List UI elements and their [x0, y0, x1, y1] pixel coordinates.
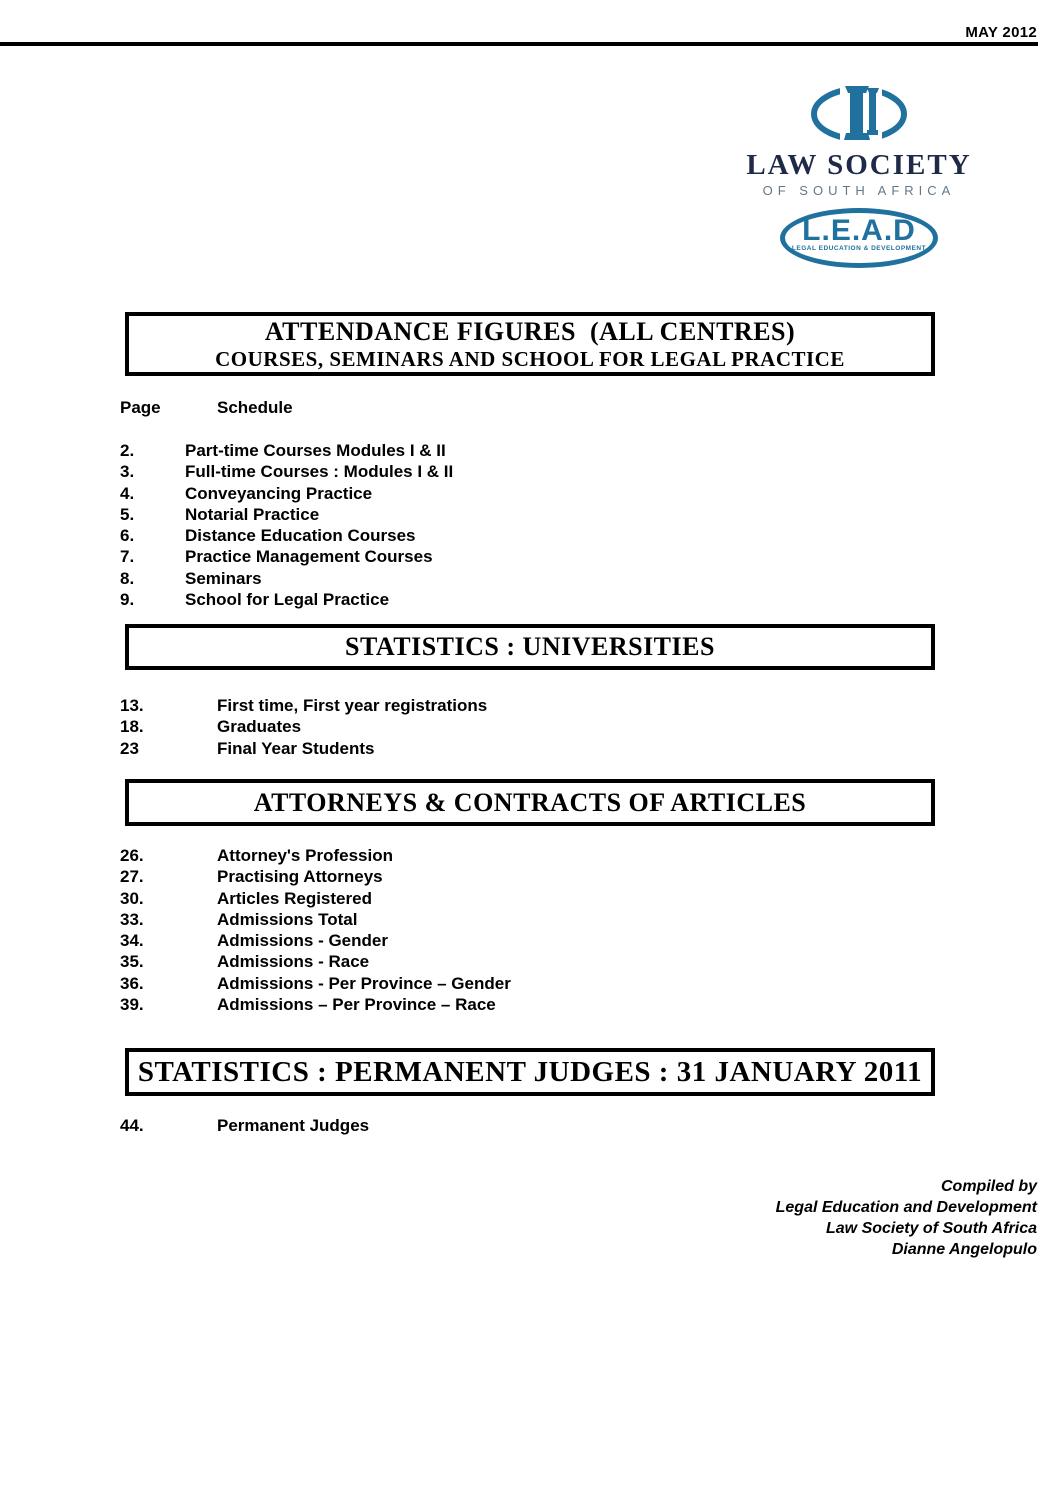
- page-number: 9.: [120, 590, 135, 610]
- schedule-label: Admissions - Race: [217, 952, 370, 972]
- toc-row: [0, 504, 453, 525]
- page-number: 8.: [120, 568, 135, 588]
- lead-logo: [780, 208, 938, 268]
- toc-row: [0, 461, 453, 482]
- attendance-title-line2: COURSES, SEMINARS AND SCHOOL FOR LEGAL PRACTICE: [215, 347, 845, 371]
- schedule-label: First time, First year registrations: [217, 696, 488, 715]
- schedule-label: Part-time Courses Modules I & II: [185, 441, 446, 460]
- universities-toc-list: [0, 695, 487, 759]
- compiled-by-block: [776, 1176, 1037, 1260]
- schedule-label: Practice Management Courses: [185, 547, 433, 567]
- schedule-label: Seminars: [185, 568, 262, 588]
- toc-row: [0, 546, 453, 567]
- attorneys-toc-list: [0, 845, 511, 1015]
- lead-acronym: L.E.A.D: [802, 214, 916, 247]
- law-society-logo: [740, 84, 978, 268]
- compiled-by-line: Law Society of South Africa: [826, 1220, 1037, 1237]
- toc-row: [0, 845, 511, 866]
- page-number: 5.: [120, 504, 135, 524]
- schedule-label: Graduates: [217, 717, 302, 737]
- judges-title: STATISTICS : PERMANENT JUDGES : 31 JANUARY 2011: [137, 1055, 923, 1088]
- toc-row: [0, 951, 511, 972]
- attorneys-title: ATTORNEYS & CONTRACTS OF ARTICLES: [253, 787, 807, 817]
- toc-row: [0, 1115, 369, 1136]
- section-title-attorneys: [125, 779, 935, 826]
- judges-toc-list: [0, 1115, 369, 1136]
- section-title-attendance: [125, 312, 935, 376]
- page-number: 3.: [120, 462, 135, 482]
- toc-row: [0, 440, 453, 461]
- page-column-header: Page: [120, 398, 161, 417]
- toc-row: [0, 568, 453, 589]
- page-number: 4.: [120, 483, 135, 503]
- page-number: 33.: [120, 909, 144, 929]
- toc-row: [0, 973, 511, 994]
- page-number: 6.: [120, 526, 135, 546]
- schedule-label: Admissions – Per Province – Race: [217, 995, 496, 1015]
- columns-header: [0, 398, 293, 418]
- header-rule: [0, 42, 1038, 46]
- schedule-label: School for Legal Practice: [185, 590, 390, 610]
- toc-row: [0, 930, 511, 951]
- date-label: MAY 2012: [965, 24, 1037, 41]
- toc-row: [0, 716, 487, 737]
- lead-subtitle: LEGAL EDUCATION & DEVELOPMENT: [791, 245, 927, 252]
- toc-row: [0, 994, 511, 1015]
- page-number: 34.: [120, 931, 144, 951]
- universities-title: STATISTICS : UNIVERSITIES: [345, 632, 715, 661]
- schedule-label: Admissions - Gender: [217, 931, 388, 951]
- toc-row: [0, 695, 487, 716]
- page-number: 23: [120, 738, 139, 758]
- page-number: 44.: [120, 1116, 144, 1135]
- page-number: 26.: [120, 846, 144, 865]
- toc-row: [0, 888, 511, 909]
- attendance-title-line1: ATTENDANCE FIGURES (ALL CENTRES): [264, 317, 796, 346]
- attendance-toc-list: [0, 440, 453, 610]
- page-number: 7.: [120, 547, 135, 567]
- compiled-by-line: Legal Education and Development: [775, 1199, 1037, 1216]
- org-name: LAW SOCIETY: [746, 149, 972, 181]
- toc-row: [0, 866, 511, 887]
- pillar-icon: [740, 84, 978, 148]
- schedule-label: Final Year Students: [217, 738, 375, 758]
- schedule-label: Articles Registered: [217, 888, 372, 908]
- toc-row: [0, 738, 487, 759]
- toc-row: [0, 589, 453, 610]
- section-title-judges: [125, 1048, 935, 1096]
- page-number: 27.: [120, 867, 144, 887]
- page-number: 36.: [120, 973, 144, 993]
- schedule-label: Attorney's Profession: [217, 846, 393, 865]
- schedule-label: Notarial Practice: [185, 504, 320, 524]
- schedule-label: Practising Attorneys: [217, 867, 383, 887]
- page-number: 39.: [120, 995, 144, 1015]
- toc-row: [0, 525, 453, 546]
- compiled-by-line: Dianne Angelopulo: [891, 1241, 1037, 1258]
- toc-row: [0, 909, 511, 930]
- compiled-by-line: Compiled by: [940, 1178, 1037, 1195]
- schedule-label: Admissions - Per Province – Gender: [217, 973, 511, 993]
- page-number: 30.: [120, 888, 144, 908]
- toc-row: [0, 483, 453, 504]
- schedule-column-header: Schedule: [217, 398, 293, 417]
- org-subtitle: OF SOUTH AFRICA: [762, 183, 956, 198]
- page-number: 2.: [120, 441, 135, 460]
- schedule-label: Permanent Judges: [217, 1116, 370, 1135]
- page-number: 13.: [120, 696, 144, 715]
- schedule-label: Admissions Total: [217, 909, 358, 929]
- schedule-label: Conveyancing Practice: [185, 483, 373, 503]
- schedule-label: Distance Education Courses: [185, 526, 416, 546]
- section-title-universities: [125, 624, 935, 670]
- page-number: 35.: [120, 952, 144, 972]
- schedule-label: Full-time Courses : Modules I & II: [185, 462, 454, 482]
- page-number: 18.: [120, 717, 144, 737]
